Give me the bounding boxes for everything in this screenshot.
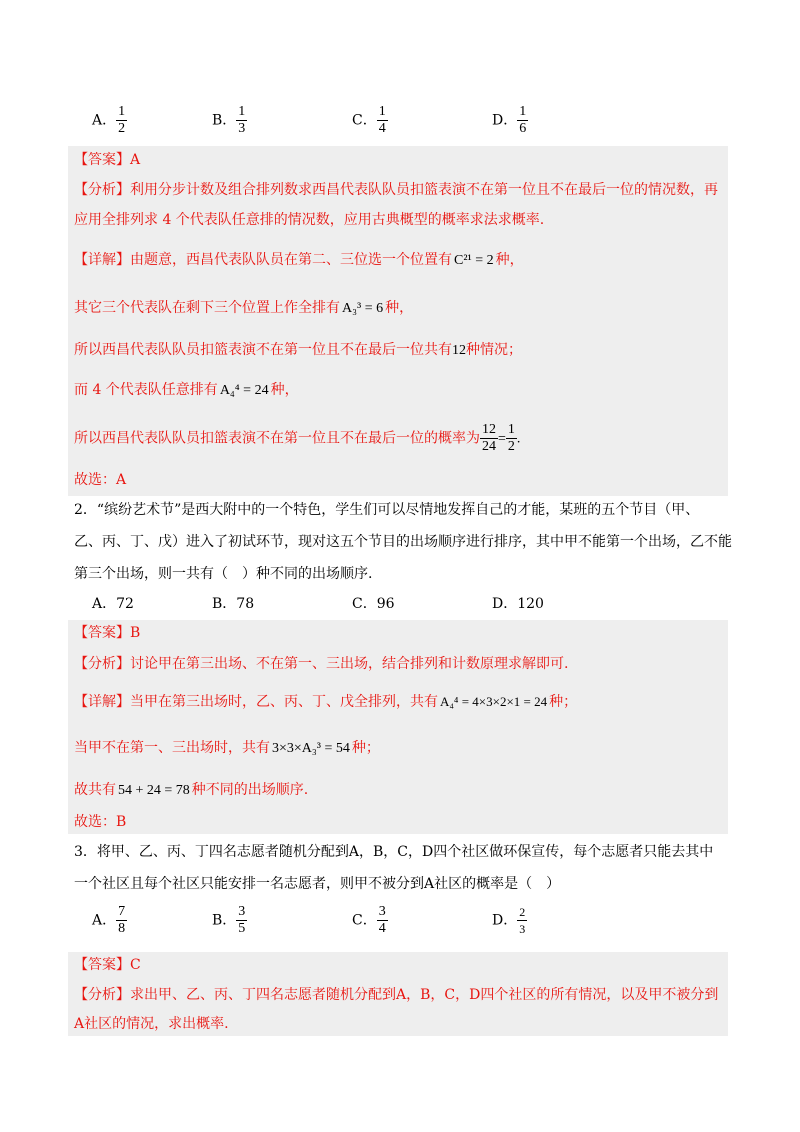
option-letter: D．	[492, 912, 518, 929]
option-fraction	[517, 904, 527, 937]
detail-text: 而 4 个代表队任意排有	[74, 382, 218, 398]
q1-conclusion: 故选：A	[74, 472, 127, 488]
math-expression: C²¹ = 2	[454, 253, 494, 268]
q1-option-c	[352, 104, 388, 137]
fraction-denominator: 8	[118, 921, 126, 936]
detail-text: 种情况；	[466, 342, 522, 358]
option-fraction	[236, 904, 247, 937]
q2-option-d: D．120	[492, 596, 544, 612]
q2-stem-line-2: 乙、丙、丁、戊）进入了初试环节，现对这五个节目的出场顺序进行排序，其中甲不能第一个出场，乙不能	[74, 534, 732, 550]
detail-text: 当甲不在第一、三出场时，共有	[74, 740, 270, 756]
option-fraction	[377, 904, 388, 937]
detail-text: 故共有	[74, 782, 116, 798]
option-letter: A．	[92, 912, 117, 929]
q3-stem-line-1: 3．将甲、乙、丙、丁四名志愿者随机分配到A，B，C，D四个社区做环保宣传，每个志愿者只能去其中	[74, 844, 714, 860]
probability-fraction	[480, 422, 498, 455]
fraction-denominator: 4	[378, 921, 386, 936]
q3-analysis-line-2: A社区的情况，求出概率.	[74, 1016, 229, 1032]
q2-detail-line-1	[74, 692, 577, 712]
q2-stem-line-3: 第三个出场，则一共有（ ）种不同的出场顺序.	[74, 566, 373, 582]
option-letter: C．	[352, 112, 377, 129]
math-expression: 3×3×A₃³ = 54	[272, 741, 350, 756]
q3-option-b	[212, 904, 247, 937]
math-expression: 12	[452, 343, 466, 358]
q3-stem-line-2: 一个社区且每个社区只能安排一名志愿者，则甲不被分到A社区的概率是（ ）	[74, 876, 561, 892]
option-letter: A．	[92, 112, 117, 129]
fraction-denominator: 2	[507, 439, 515, 454]
fraction-numerator: 12	[482, 422, 496, 437]
q2-detail-line-2	[74, 738, 380, 759]
detail-text: 种，	[385, 300, 414, 316]
q2-option-b: B．78	[212, 596, 255, 612]
option-fraction	[517, 104, 528, 137]
probability-fraction	[506, 422, 517, 455]
fraction-numerator: 1	[118, 104, 126, 119]
q2-conclusion: 故选：B	[74, 814, 127, 830]
fraction-denominator: 6	[519, 121, 527, 136]
q1-analysis-line-2: 应用全排列求 4 个代表队任意排的情况数，应用古典概型的概率求法求概率.	[74, 212, 545, 228]
math-expression: A₄⁴ = 24	[219, 383, 269, 398]
math-expression: A₄⁴ = 4×3×2×1 = 24	[440, 694, 548, 709]
q1-detail-line-5: 所以西昌代表队队员扣篮表演不在第一位且不在最后一位的概率为 $\frac{12}{24}$ = $\frac{1}{2}$ .	[74, 422, 521, 454]
fraction-numerator: 1	[507, 422, 515, 437]
q3-option-a	[92, 904, 127, 937]
q2-answer: 【答案】B	[74, 625, 141, 641]
q1-option-d	[492, 104, 528, 137]
fraction-numerator: 2	[519, 905, 526, 919]
detail-text: 种，	[495, 252, 524, 268]
fraction-numerator: 3	[238, 904, 246, 919]
q2-option-a: A．72	[92, 596, 134, 612]
q2-stem-line-1: 2．“缤纷艺术节”是西大附中的一个特色，学生们可以尽情地发挥自己的才能，某班的五个节目（甲、	[74, 502, 700, 518]
option-fraction	[377, 104, 388, 137]
detail-text: 【详解】当甲在第三出场时，乙、丙、丁、戊全排列，共有	[74, 694, 438, 710]
q3-analysis-line-1: 【分析】求出甲、乙、丙、丁四名志愿者随机分配到A，B，C，D四个社区的所有情况，以及甲不被分到	[74, 987, 719, 1003]
q3-answer: 【答案】C	[74, 957, 141, 973]
fraction-denominator: 5	[238, 921, 246, 936]
fraction-numerator: 7	[118, 904, 126, 919]
q2-solution-background	[68, 620, 728, 834]
fraction-numerator: 1	[519, 104, 527, 119]
q1-answer: 【答案】A	[74, 152, 141, 168]
q2-option-c: C．96	[352, 596, 395, 612]
q1-detail-line-1	[74, 250, 524, 271]
fraction-numerator: 1	[378, 104, 386, 119]
fraction-denominator: 3	[519, 922, 526, 936]
detail-text: 种，	[270, 382, 299, 398]
fraction-denominator: 2	[118, 121, 126, 136]
fraction-denominator: 3	[238, 121, 246, 136]
option-fraction	[116, 104, 127, 137]
q1-detail-line-3	[74, 340, 522, 361]
detail-text: 所以西昌代表队队员扣篮表演不在第一位且不在最后一位的概率为	[74, 430, 480, 447]
detail-text: 其它三个代表队在剩下三个位置上作全排有	[74, 300, 340, 316]
fraction-denominator: 4	[378, 121, 386, 136]
q1-detail-line-2	[74, 298, 413, 319]
option-letter: B．	[212, 112, 237, 129]
math-expression: 54 + 24 = 78	[118, 783, 190, 798]
detail-text: 所以西昌代表队队员扣篮表演不在第一位且不在最后一位共有	[74, 342, 452, 358]
q1-option-a	[92, 104, 127, 137]
q2-analysis: 【分析】讨论甲在第三出场、不在第一、三出场，结合排列和计数原理求解即可.	[74, 656, 569, 672]
fraction-numerator: 1	[238, 104, 246, 119]
option-letter: C．	[352, 912, 377, 929]
math-expression: A₃³ = 6	[342, 301, 384, 316]
fraction-denominator: 24	[482, 439, 496, 454]
fraction-numerator: 3	[378, 904, 386, 919]
option-letter: B．	[212, 912, 237, 929]
q1-option-b	[212, 104, 247, 137]
option-fraction	[236, 104, 247, 137]
option-fraction	[116, 904, 127, 937]
q1-detail-line-4	[74, 380, 299, 401]
detail-text: 种；	[549, 694, 578, 710]
detail-text: 【详解】由题意，西昌代表队队员在第二、三位选一个位置有	[74, 252, 452, 268]
detail-text: 种；	[351, 740, 380, 756]
q3-option-c	[352, 904, 388, 937]
detail-text: 种不同的出场顺序.	[191, 782, 309, 798]
q1-analysis-line-1: 【分析】利用分步计数及组合排列数求西昌代表队队员扣篮表演不在第一位且不在最后一位的情况数，再	[74, 182, 718, 198]
q3-option-d	[492, 904, 527, 937]
q2-detail-line-3	[74, 780, 308, 801]
option-letter: D．	[492, 112, 518, 129]
